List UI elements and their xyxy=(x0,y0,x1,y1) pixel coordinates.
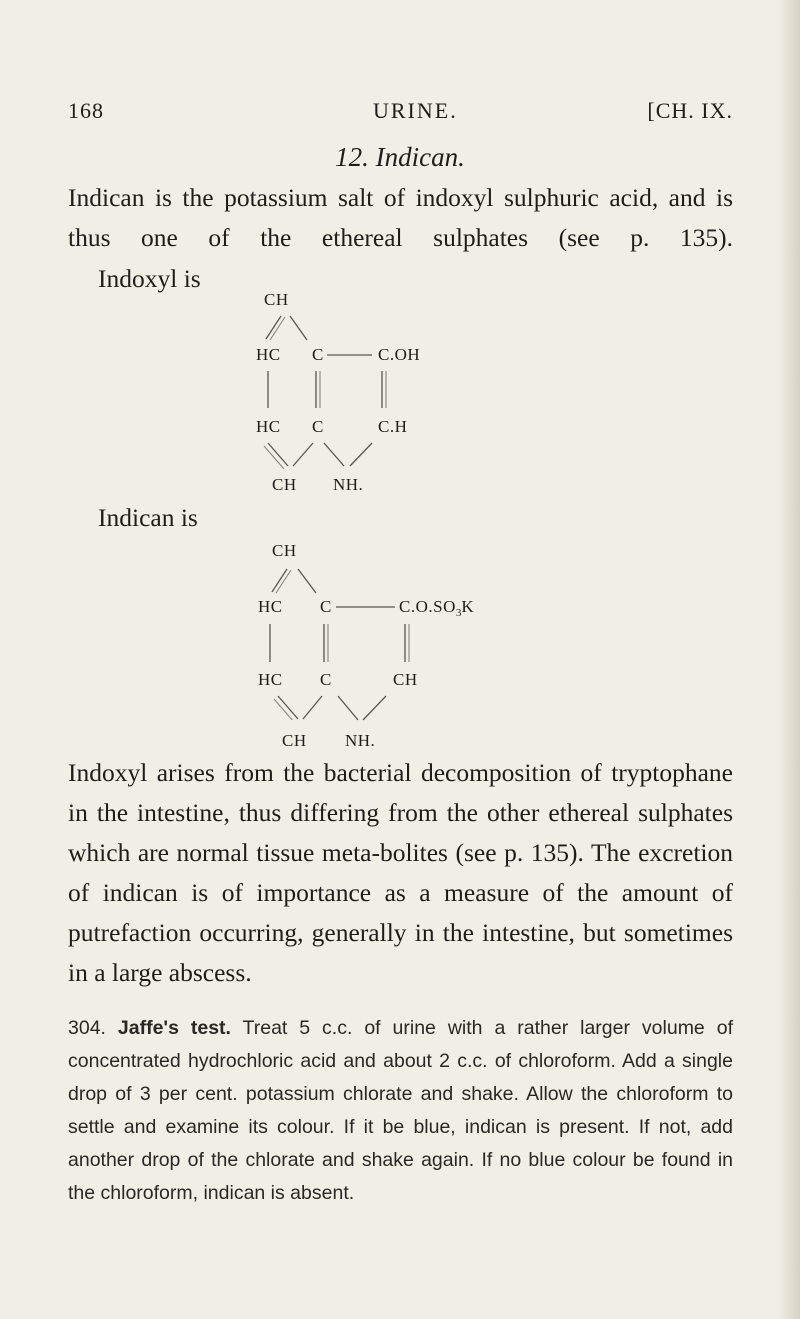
jaffe-test-paragraph xyxy=(68,1012,733,1210)
test-name: Jaffe's test. xyxy=(117,1017,231,1039)
indoxyl-atom-bottom-right: NH. xyxy=(333,475,364,494)
indican-atom-left-lower: HC xyxy=(258,670,283,689)
intro-paragraph: Indican is the potassium salt of indoxyl sulphuric acid, and is thus one of the ethereal sulphates (see p. 135). xyxy=(68,183,733,252)
origin-paragraph: Indoxyl arises from the bacterial decomposition of tryptophane in the intestine, thus differing from the other ethereal sulphates which are normal tissue meta-bolites (see p. 135). The excretion of indican is of importance as a measure of the amount of putrefaction occurring, generally in the intestine, but sometimes in a large abscess. xyxy=(68,758,733,987)
section-title: 12. Indican. xyxy=(335,142,465,172)
indoxyl-atom-left-upper: HC xyxy=(256,345,281,364)
indican-atom-left-upper: HC xyxy=(258,597,283,616)
indoxyl-atom-left-lower: HC xyxy=(256,417,281,436)
test-instructions: Treat 5 c.c. of urine with a rather larger volume of concentrated hydrochloric acid and about 2 c.c. of chloroform. Add a single drop of 3 per cent. potassium chlorate and shake. Allow the chloroform to settle and examine its colour. If it be blue, indican is present. If not, add another drop of the chlorate and shake again. If no blue colour be found in the chloroform, indican is absent. xyxy=(68,1017,733,1204)
indican-label: Indican is xyxy=(98,503,198,532)
indoxyl-atom-bottom-left: CH xyxy=(272,475,297,494)
chapter-reference: [CH. IX. xyxy=(647,98,733,123)
indoxyl-atom-center-lower: C xyxy=(312,417,324,436)
running-title: URINE. xyxy=(373,98,458,123)
indican-atom-bottom-right: NH. xyxy=(345,731,376,750)
indoxyl-atom-right-upper: C.OH xyxy=(378,345,421,364)
indican-atom-top: CH xyxy=(272,541,297,560)
indoxyl-atom-right-lower: C.H xyxy=(378,417,408,436)
indican-atom-bottom-left: CH xyxy=(282,731,307,750)
page-number: 168 xyxy=(68,98,104,123)
indoxyl-label: Indoxyl is xyxy=(98,264,201,293)
indoxyl-atom-top: CH xyxy=(264,290,289,309)
indican-atom-center-upper: C xyxy=(320,597,332,616)
indoxyl-atom-center-upper: C xyxy=(312,345,324,364)
indican-atom-right-lower: CH xyxy=(393,670,418,689)
indican-atom-center-lower: C xyxy=(320,670,332,689)
test-number: 304. xyxy=(68,1017,106,1039)
indican-bond xyxy=(363,696,386,720)
indican-bond xyxy=(338,696,358,720)
indican-atom-right-upper: $C.O.SO_3K$ xyxy=(399,597,475,619)
